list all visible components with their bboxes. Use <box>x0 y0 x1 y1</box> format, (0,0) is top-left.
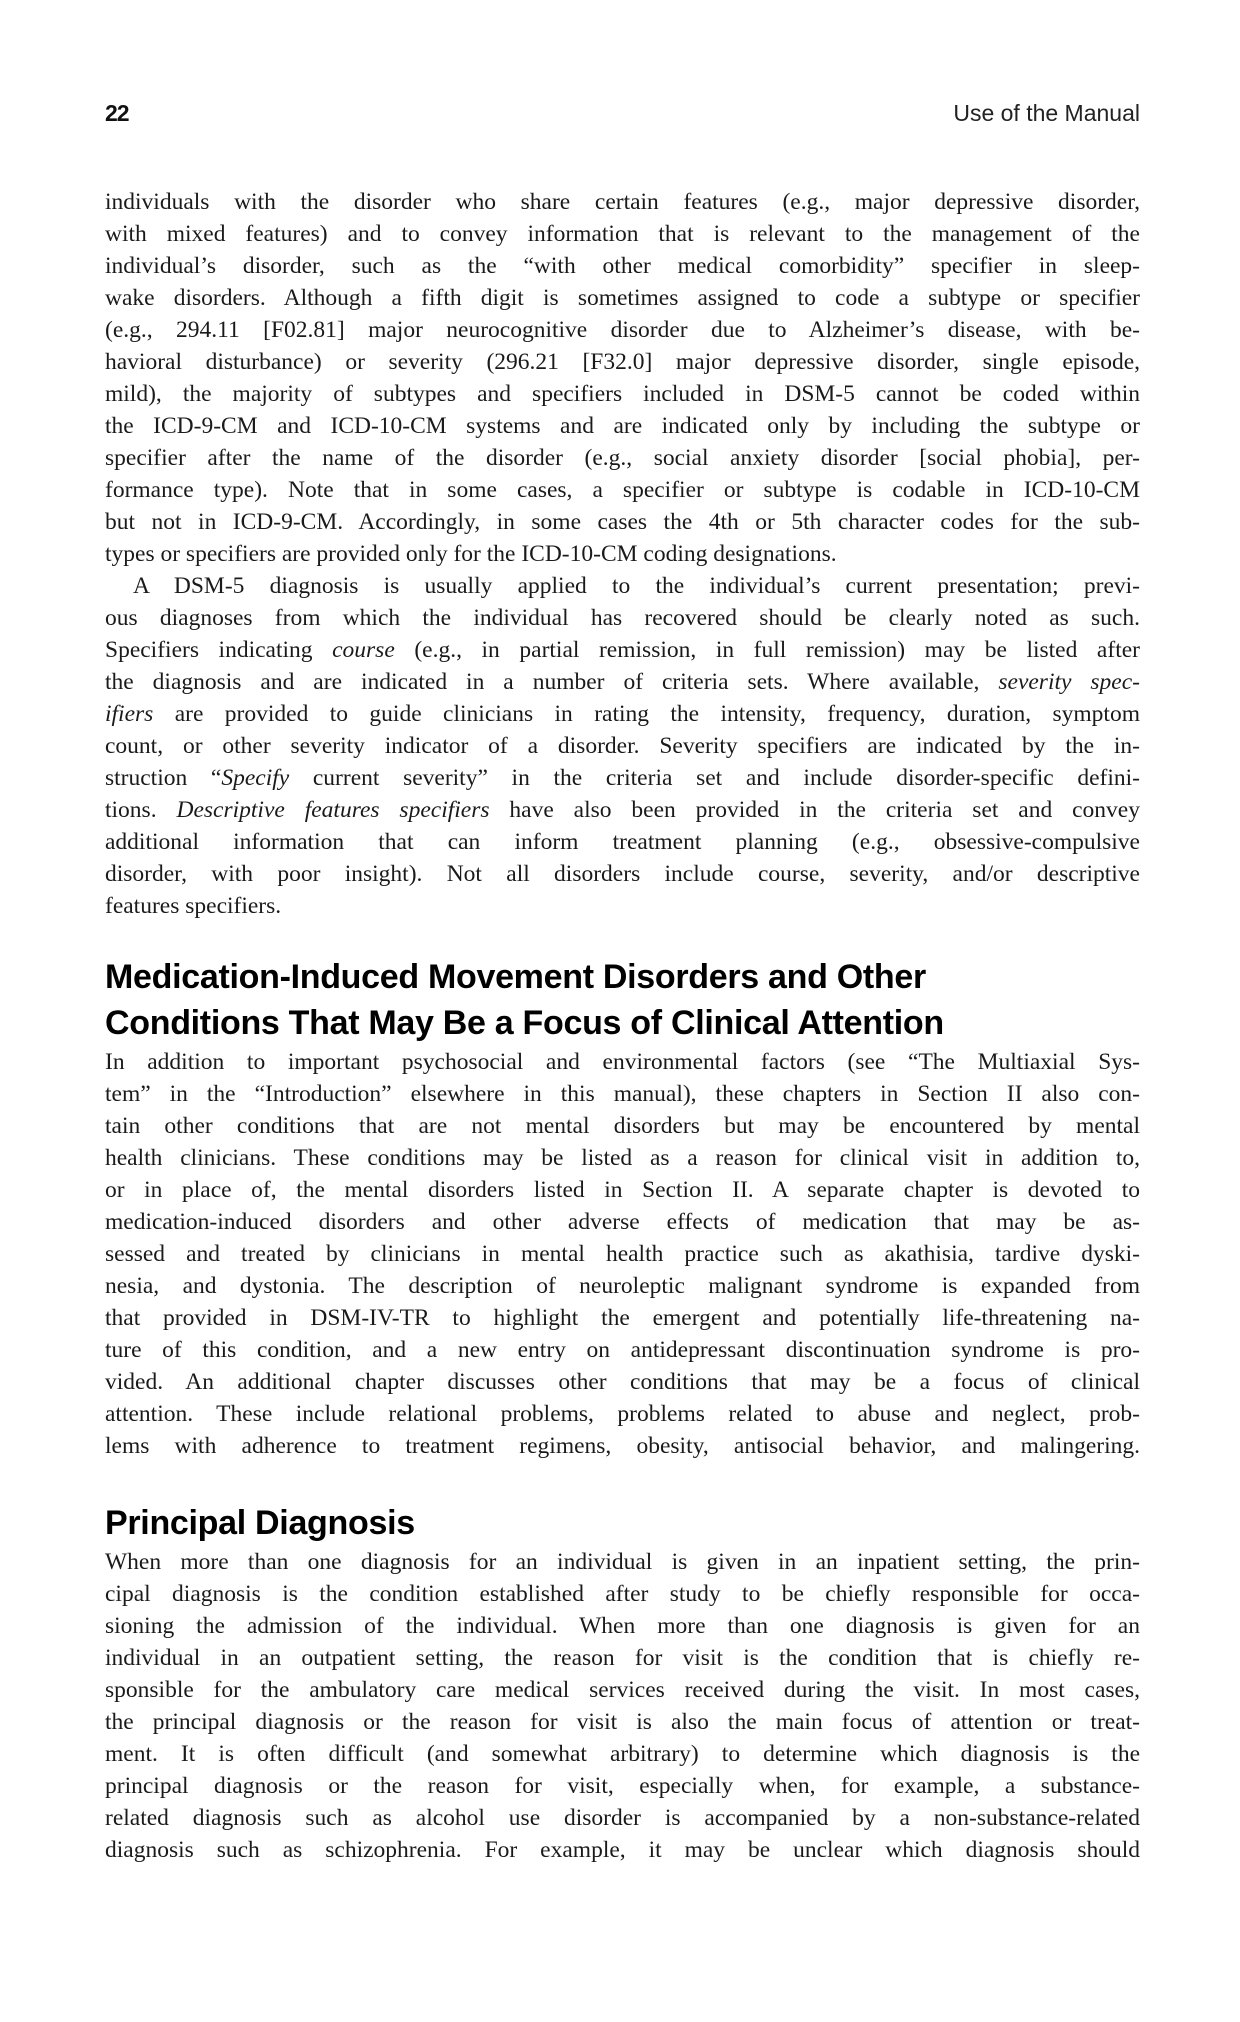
text-line: principal diagnosis or the reason for visit, especially when, for example, a substance- <box>105 1773 1140 1799</box>
text-line: health clinicians. These conditions may be listed as a reason for clinical visit in addition to, <box>105 1145 1140 1171</box>
text-line: count, or other severity indicator of a disorder. Severity specifiers are indicated by the in- <box>105 733 1140 759</box>
text-line: In addition to important psychosocial and environmental factors (see “The Multiaxial Sys- <box>105 1049 1140 1075</box>
text-run: the diagnosis and are indicated in a number of criteria sets. Where available, <box>105 669 999 695</box>
text-line: ment. It is often difficult (and somewhat arbitrary) to determine which diagnosis is the <box>105 1741 1140 1767</box>
section-medication-induced <box>105 954 1140 1462</box>
text-run: Specifiers indicating <box>105 637 333 663</box>
text-line: havioral disturbance) or severity (296.21 [F32.0] major depressive disorder, single episode, <box>105 349 1140 375</box>
text-run: have also been provided in the criteria set and convey <box>489 797 1140 823</box>
text-line: ous diagnoses from which the individual has recovered should be clearly noted as such. <box>105 605 1140 631</box>
text-line: wake disorders. Although a fifth digit is sometimes assigned to code a subtype or specifier <box>105 285 1140 311</box>
text-line: features specifiers. <box>105 893 282 919</box>
text-line: types or specifiers are provided only for the ICD-10-CM coding designations. <box>105 541 837 567</box>
text-line: sponsible for the ambulatory care medical services received during the visit. In most cases, <box>105 1677 1140 1703</box>
text-line <box>105 762 1140 794</box>
text-line: or in place of, the mental disorders listed in Section II. A separate chapter is devoted to <box>105 1177 1140 1203</box>
text-run: are provided to guide clinicians in rating the intensity, frequency, duration, symptom <box>153 701 1140 727</box>
text-run: tions. <box>105 797 177 823</box>
page-number: 22 <box>105 100 129 126</box>
text-run: current severity” in the criteria set and include disorder-specific defini- <box>289 765 1140 791</box>
text-line: lems with adherence to treatment regimens, obesity, antisocial behavior, and malingering. <box>105 1433 1140 1459</box>
italic-term: severity spec- <box>998 669 1140 695</box>
paragraph-continuation <box>105 186 1140 570</box>
text-line: tem” in the “Introduction” elsewhere in this manual), these chapters in Section II also con- <box>105 1081 1140 1107</box>
section-heading: Conditions That May Be a Focus of Clinical Attention <box>105 1004 944 1042</box>
text-line: that provided in DSM-IV-TR to highlight the emergent and potentially life-threatening na- <box>105 1305 1140 1331</box>
text-line: related diagnosis such as alcohol use disorder is accompanied by a non-substance-related <box>105 1805 1140 1831</box>
text-line: individual in an outpatient setting, the reason for visit is the condition that is chiefly re- <box>105 1645 1140 1671</box>
text-line: formance type). Note that in some cases, a specifier or subtype is codable in ICD-10-CM <box>105 477 1140 503</box>
section-heading: Principal Diagnosis <box>105 1504 415 1542</box>
text-line: nesia, and dystonia. The description of neuroleptic malignant syndrome is expanded from <box>105 1273 1140 1299</box>
text-line: sessed and treated by clinicians in mental health practice such as akathisia, tardive dyski- <box>105 1241 1140 1267</box>
italic-term: Specify <box>221 765 290 791</box>
text-line <box>105 698 1140 730</box>
running-title: Use of the Manual <box>953 100 1140 126</box>
text-line: disorder, with poor insight). Not all disorders include course, severity, and/or descriptive <box>105 861 1140 887</box>
italic-term: Descriptive features specifiers <box>176 797 490 823</box>
text-line <box>105 794 1140 826</box>
text-line: additional information that can inform treatment planning (e.g., obsessive-compulsive <box>105 829 1140 855</box>
text-line: specifier after the name of the disorder (e.g., social anxiety disorder [social phobia], per- <box>105 445 1140 471</box>
text-line: cipal diagnosis is the condition established after study to be chiefly responsible for occa- <box>105 1581 1140 1607</box>
section-heading: Medication-Induced Movement Disorders and Other <box>105 958 926 996</box>
text-line: mild), the majority of subtypes and specifiers included in DSM-5 cannot be coded within <box>105 381 1140 407</box>
running-head <box>105 100 1140 130</box>
text-run: struction “ <box>105 765 222 791</box>
text-line <box>105 634 1140 666</box>
italic-term: course <box>332 637 395 663</box>
paragraph-specifiers <box>105 570 1140 922</box>
text-line: medication-induced disorders and other adverse effects of medication that may be as- <box>105 1209 1140 1235</box>
text-line: ture of this condition, and a new entry on antidepressant discontinuation syndrome is pro- <box>105 1337 1140 1363</box>
text-line: diagnosis such as schizophrenia. For example, it may be unclear which diagnosis should <box>105 1837 1140 1863</box>
text-line: with mixed features) and to convey information that is relevant to the management of the <box>105 221 1140 247</box>
text-line: the principal diagnosis or the reason for visit is also the main focus of attention or treat- <box>105 1709 1140 1735</box>
text-line: vided. An additional chapter discusses other conditions that may be a focus of clinical <box>105 1369 1140 1395</box>
text-line: sioning the admission of the individual. When more than one diagnosis is given for an <box>105 1613 1140 1639</box>
text-line <box>105 666 1140 698</box>
text-line: the ICD-9-CM and ICD-10-CM systems and are indicated only by including the subtype or <box>105 413 1140 439</box>
italic-term: ifiers <box>105 701 154 727</box>
text-line: tain other conditions that are not mental disorders but may be encountered by mental <box>105 1113 1140 1139</box>
text-line: A DSM-5 diagnosis is usually applied to the individual’s current presentation; previ- <box>133 573 1140 599</box>
text-line: individuals with the disorder who share certain features (e.g., major depressive disorder, <box>105 189 1140 215</box>
text-line: When more than one diagnosis for an individual is given in an inpatient setting, the prin- <box>105 1549 1140 1575</box>
text-line: individual’s disorder, such as the “with other medical comorbidity” specifier in sleep- <box>105 253 1140 279</box>
section-principal-diagnosis <box>105 1500 1140 1866</box>
text-line: attention. These include relational problems, problems related to abuse and neglect, prob- <box>105 1401 1140 1427</box>
text-line: (e.g., 294.11 [F02.81] major neurocognitive disorder due to Alzheimer’s disease, with be- <box>105 317 1140 343</box>
text-line: but not in ICD-9-CM. Accordingly, in some cases the 4th or 5th character codes for the sub- <box>105 509 1140 535</box>
text-run: (e.g., in partial remission, in full remission) may be listed after <box>394 637 1140 663</box>
